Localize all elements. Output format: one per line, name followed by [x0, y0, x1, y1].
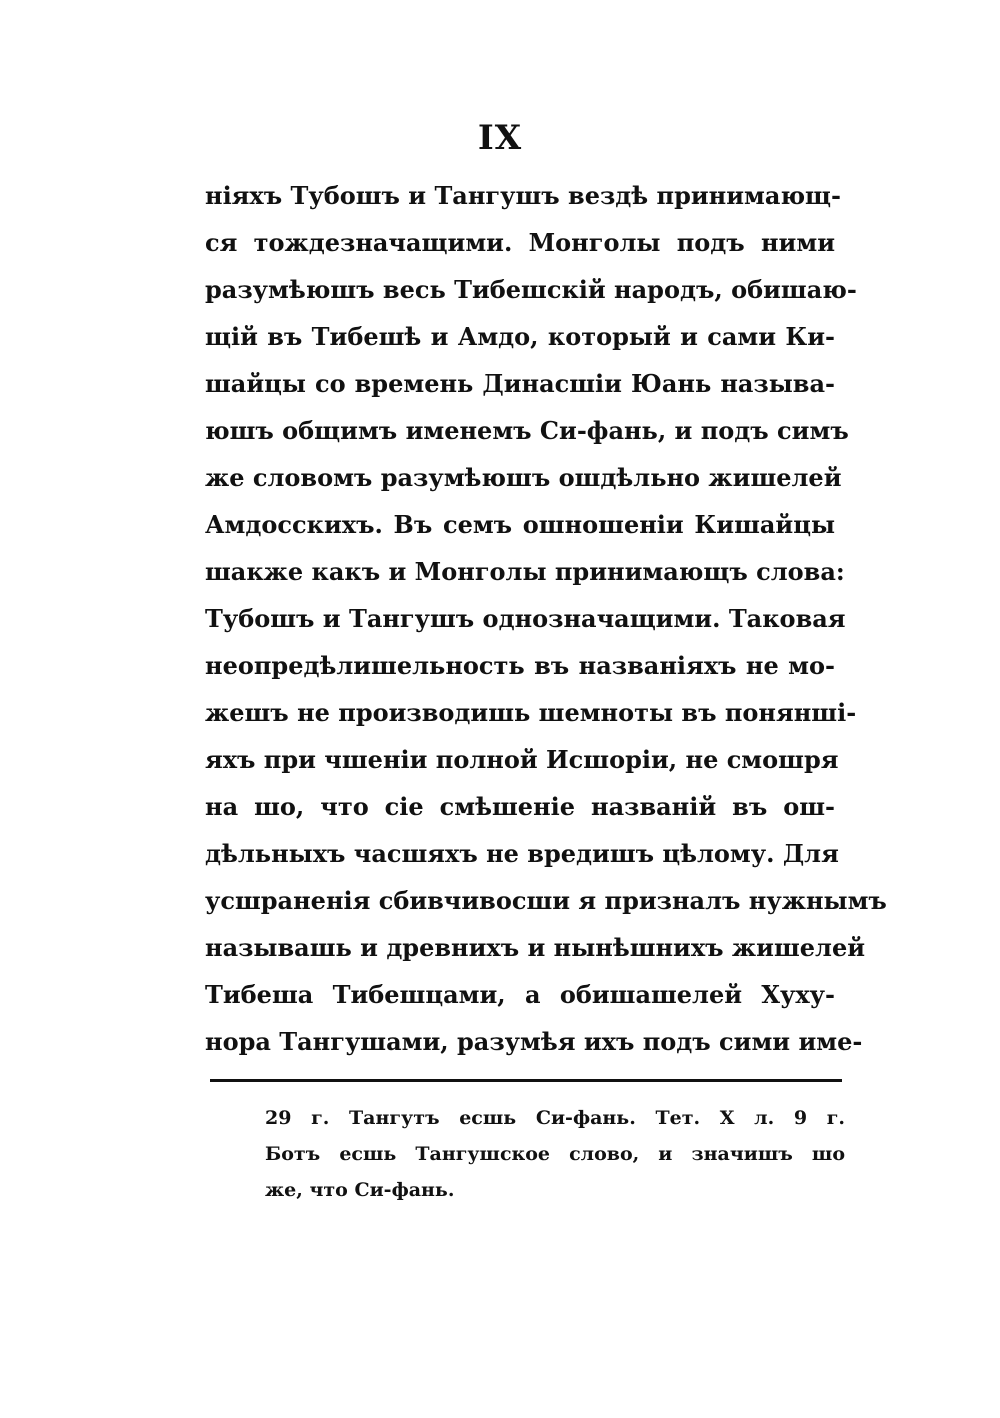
text-line: дѣльныхъ часшяхъ не вредишъ цѣлому. Для: [205, 839, 839, 868]
text-line: Амдосскихъ. Въ семъ ошношеніи Кишайцы: [205, 510, 835, 539]
page-number: IX: [477, 118, 523, 158]
footnote-line: 29 г. Тангутъ есшь Си-фань. Тет. X л. 9 г.: [265, 1107, 845, 1129]
text-line: жешъ не производишь шемноты въ понянші-: [205, 698, 857, 727]
text-line: ніяхъ Тубошъ и Тангушъ вездѣ принимающ-: [205, 181, 841, 210]
text-line: неопредѣлишельность въ названіяхъ не мо-: [205, 651, 835, 680]
text-line: Тибеша Тибешцами, а обишашелей Хуху-: [205, 980, 835, 1009]
text-line: разумѣюшъ весь Тибешскій народъ, обишаю-: [205, 275, 857, 304]
footnote-line: же, что Си-фань.: [265, 1179, 455, 1201]
text-line: ся тождезначащими. Монголы подъ ними: [205, 228, 835, 257]
text-line: щій въ Тибешѣ и Амдо, который и сами Ки-: [205, 322, 835, 351]
text-line: нора Тангушами, разумѣя ихъ подъ сими име-: [205, 1027, 863, 1056]
footnote-divider: [210, 1079, 842, 1082]
text-line: называшь и древнихъ и нынѣшнихъ жишелей: [205, 933, 866, 962]
footnote-line: Ботъ есшь Тангушское слово, и значишъ шо: [265, 1143, 845, 1165]
text-line: же словомъ разумѣюшъ ошдѣльно жишелей: [205, 463, 842, 492]
text-line: яхъ при чшеніи полной Исшоріи, не смошря: [205, 745, 839, 774]
text-line: на шо, что сіе смѣшеніе названій въ ош-: [205, 792, 835, 821]
text-line: Тубошъ и Тангушъ однозначащими. Таковая: [205, 604, 846, 633]
text-line: усшраненія сбивчивосши я призналъ нужнымъ: [205, 886, 887, 915]
text-line: шакже какъ и Монголы принимающъ слова:: [205, 557, 845, 586]
text-line: шайцы со времень Динасшіи Юань называ-: [205, 369, 835, 398]
main-text: [205, 172, 887, 1065]
text-line: юшъ общимъ именемъ Си-фань, и подъ симъ: [205, 416, 849, 445]
footnote: [265, 1100, 845, 1208]
